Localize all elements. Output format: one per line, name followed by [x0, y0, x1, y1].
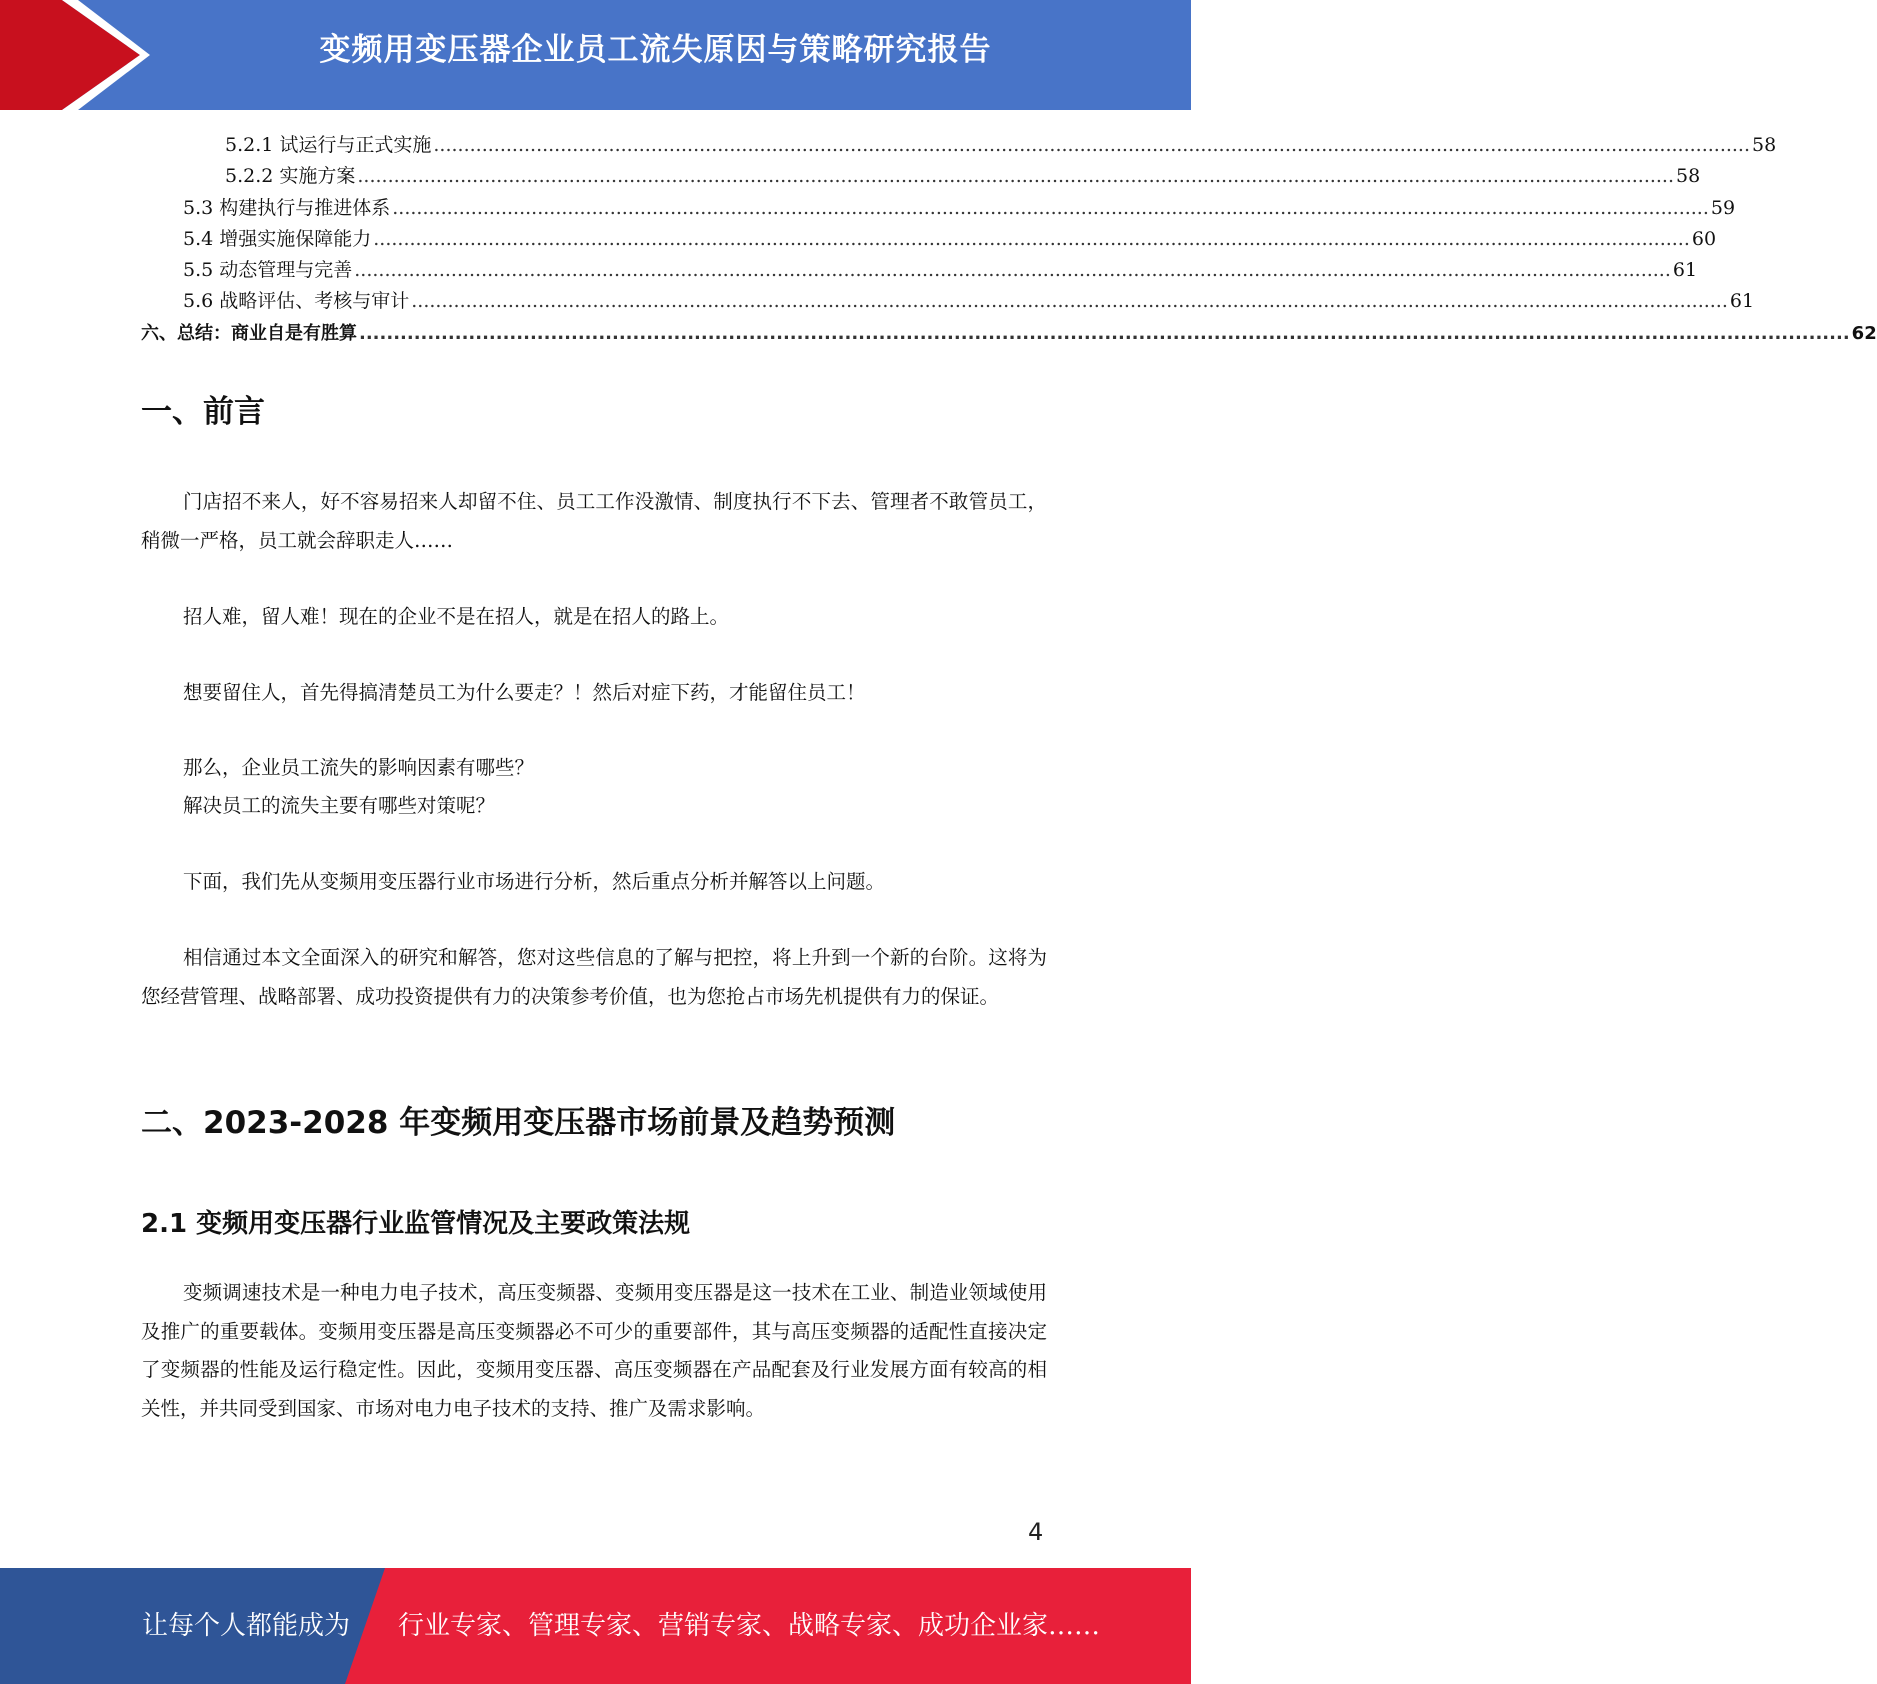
report-title: 变频用变压器企业员工流失原因与策略研究报告	[319, 32, 992, 68]
paragraph: 解决员工的流失主要有哪些对策呢？	[183, 794, 496, 817]
toc-entry-page: 58	[1752, 134, 1777, 156]
toc-entry-title: 5.3 构建执行与推进体系	[183, 196, 391, 219]
toc-entry-title: 5.2.1 试运行与正式实施	[225, 134, 432, 156]
toc-entry[interactable]	[141, 318, 1877, 349]
toc-entry[interactable]	[141, 193, 1736, 224]
toc-leader-dots: ..........................................................................................................................................................................................................................	[433, 134, 1751, 156]
paragraph: 相信通过本文全面深入的研究和解答，您对这些信息的了解与把控，将上升到一个新的台阶。这将为您经营管理、战略部署、成功投资提供有力的决策参考价值，也为您抢占市场先机提供有力的保证。	[141, 946, 1047, 1008]
toc-entry[interactable]	[141, 161, 1701, 192]
toc-entry-title: 5.5 动态管理与完善	[183, 259, 353, 282]
toc-leader-dots: ..........................................................................................................................................................................................................................	[354, 259, 1671, 282]
toc-entry-title: 5.2.2 实施方案	[225, 165, 356, 188]
toc-entry-title: 六、总结：商业自是有胜算	[141, 322, 357, 344]
footer-slogan-left: 让每个人都能成为	[142, 1611, 351, 1641]
header-banner	[0, 0, 1191, 110]
toc-leader-dots: ..........................................................................................................................................................................................................................	[373, 227, 1690, 250]
toc-entry[interactable]	[141, 255, 1698, 286]
toc-entry-page: 61	[1672, 259, 1698, 282]
toc-entry-page: 58	[1676, 165, 1701, 188]
section-heading-market-forecast: 二、2023-2028 年变频用变压器市场前景及趋势预测	[141, 1105, 896, 1141]
toc-leader-dots: ..........................................................................................................................................................................................................................	[411, 290, 1728, 313]
toc-entry[interactable]	[141, 130, 1777, 161]
toc-entry-title: 5.4 增强实施保障能力	[183, 227, 372, 250]
paragraph: 那么，企业员工流失的影响因素有哪些？	[183, 756, 535, 779]
footer-banner	[0, 1568, 1191, 1684]
paragraph: 想要留住人，首先得搞清楚员工为什么要走？！然后对症下药，才能留住员工！	[183, 681, 866, 704]
page-number: 4	[1028, 1518, 1044, 1546]
toc-leader-dots: ..........................................................................................................................................................................................................................	[392, 196, 1709, 219]
toc-entry-title: 5.6 战略评估、考核与审计	[183, 290, 410, 313]
paragraph: 门店招不来人，好不容易招来人却留不住、员工工作没激情、制度执行不下去、管理者不敢管员工，稍微一严格，员工就会辞职走人……	[141, 490, 1047, 552]
toc-entry-page: 62	[1851, 322, 1877, 344]
paragraph: 招人难，留人难！现在的企业不是在招人，就是在招人的路上。	[183, 605, 730, 628]
toc-entry[interactable]	[141, 286, 1755, 317]
section-heading-preface: 一、前言	[141, 394, 265, 430]
paragraph: 下面，我们先从变频用变压器行业市场进行分析，然后重点分析并解答以上问题。	[183, 870, 886, 893]
toc-leader-dots: ..........................................................................................................................................................................................................................	[357, 165, 1675, 188]
toc-entry-page: 59	[1710, 196, 1736, 219]
subsection-heading-regulation: 2.1 变频用变压器行业监管情况及主要政策法规	[141, 1209, 691, 1239]
toc-entry-page: 61	[1729, 290, 1755, 313]
footer-slogan-right: 行业专家、管理专家、营销专家、战略专家、成功企业家……	[398, 1611, 1101, 1641]
table-of-contents	[141, 130, 1877, 349]
toc-leader-dots: ..........................................................................................................................................................................................................................	[359, 322, 1850, 344]
paragraph: 变频调速技术是一种电力电子技术，高压变频器、变频用变压器是这一技术在工业、制造业领域使用及推广的重要载体。变频用变压器是高压变频器必不可少的重要部件，其与高压变频器的适配性直接决定了变频器的性能及运行稳定性。因此，变频用变压器、高压变频器在产品配套及行业发展方面有较高的相关性，并共同受到国家、市场对电力电子技术的支持、推广及需求影响。	[141, 1281, 1047, 1420]
toc-entry[interactable]	[141, 224, 1717, 255]
toc-entry-page: 60	[1691, 227, 1717, 250]
